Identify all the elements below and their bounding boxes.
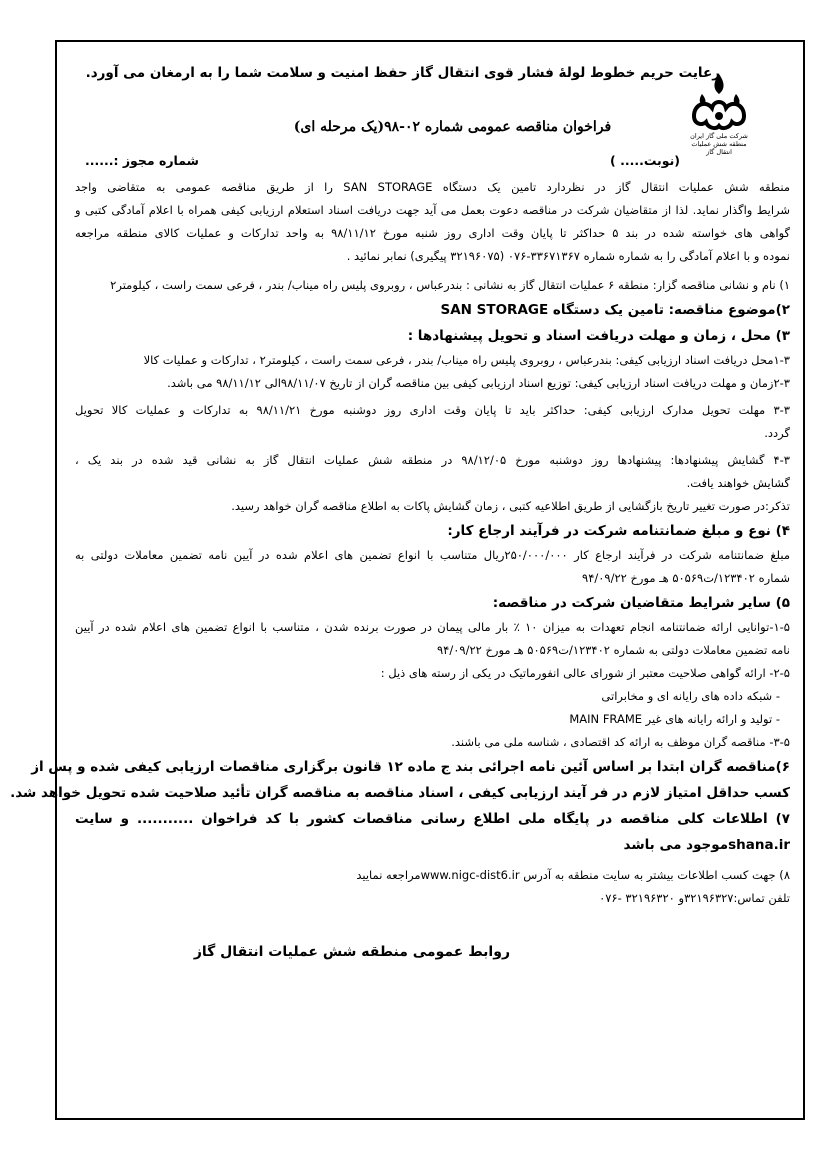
safety-slogan: رعایت حریم خطوط لولهٔ فشار قوی انتقال گاز حفظ امنیت و سلامت شما را به ارمغان می آورد. bbox=[85, 65, 720, 81]
section-3-3-cont: گردد. bbox=[764, 426, 790, 440]
section-3-4-cont: گشایش خواهند یافت. bbox=[686, 476, 790, 490]
section-5-1: ۱-۵-توانایی ارائه ضمانتنامه انجام تعهدات به میزان ۱۰ ٪ بار مالی پیمان در صورت برنده شدن ، متناسب با انواع تضمین های اعلام شده در آیین bbox=[75, 620, 790, 634]
intro-line: منطقه شش عملیات انتقال گاز در نظردارد تامین یک دستگاه SAN STORAGE را از طریق مناقصه عمومی به متقاضی واجد bbox=[75, 180, 790, 194]
logo-text-company: شرکت ملی گاز ایران bbox=[690, 132, 748, 140]
intro-line: گواهی های خواسته شده در بند ۵ حداکثر تا پایان وقت اداری روز شنبه مورخ ۹۸/۱۱/۱۲ به واحد تدارکات و عملیات کالای منطقه مراجعه bbox=[75, 226, 791, 240]
section-3-3: ۳-۳ مهلت تحویل مدارک ارزیابی کیفی: حداکثر باید تا پایان وقت اداری روز دوشنبه مورخ ۹۸/۱۱/۲۱ به تدارکات و عملیات کالا تحویل bbox=[75, 403, 790, 417]
section-4-heading: ۴) نوع و مبلغ ضمانتنامه شرکت در فرآیند ارجاع کار: bbox=[447, 523, 790, 539]
announcement-body bbox=[10, 58, 791, 960]
section-4-text-cont: شماره ۱۲۳۴۰۲/ت۵۰۵۶۹ هـ مورخ ۹۴/۰۹/۲۲ bbox=[582, 571, 790, 585]
logo-text-region: منطقه شش عملیات انتقال گاز bbox=[691, 140, 747, 156]
section-3-heading: ۳) محل ، زمان و مهلت دریافت اسناد و تحویل پیشنهادها : bbox=[407, 328, 790, 344]
section-5-3: ۳-۵- مناقصه گران موظف به ارائه کد اقتصادی ، شناسه ملی می باشند. bbox=[451, 735, 790, 749]
section-5-1-cont: نامه تضمین معاملات دولتی به شماره ۱۲۳۴۰۲/ت۵۰۵۶۹ هـ مورخ ۹۴/۰۹/۲۲ bbox=[437, 643, 790, 657]
section-6: ۶)مناقصه گران ابتدا بر اساس آئین نامه اجرائی بند ج ماده ۱۲ قانون برگزاری مناقصات ارزیابی کیفی شده و پس از bbox=[31, 759, 790, 775]
section-6-cont: کسب حداقل امتیاز لازم در فر آیند ارزیابی کیفی ، اسناد مناقصه به مناقصه گران تأئید صلاحیت شده تحویل خواهد شد. bbox=[10, 785, 790, 801]
turn-number: (نوبت..... ) bbox=[610, 153, 680, 168]
section-5-2: ۲-۵- ارائه گواهی صلاحیت معتبر از شورای عالی انفورماتیک در یکی از رسته های ذیل : bbox=[380, 666, 790, 680]
public-relations-signature: روابط عمومی منطقه شش عملیات انتقال گاز bbox=[193, 944, 510, 960]
section-4-text: مبلغ ضمانتنامه شرکت در فرآیند ارجاع کار ۲۵۰/۰۰۰/۰۰۰ریال متناسب با انواع تضمین های اعلام شده در آیین نامه تضمین معاملات دولتی به bbox=[75, 548, 790, 562]
section-3-note: تذکر:در صورت تغییر تاریخ بازگشایی از طریق اطلاعیه کتبی ، زمان گشایش پاکات به اطلاع مناقصه گران خواهد رسید. bbox=[231, 499, 790, 513]
permit-number: شماره مجوز :...... bbox=[85, 153, 199, 168]
section-3-2: ۲-۳زمان و مهلت دریافت اسناد ارزیابی کیفی: توزیع اسناد ارزیابی کیفی بین مناقصه گران از تاریخ ۹۸/۱۱/۰۷الی ۹۸/۱۱/۱۲ می باشد. bbox=[167, 376, 790, 390]
section-7-cont: shana.irموجود می باشد bbox=[623, 837, 790, 853]
section-8-website: ۸) جهت کسب اطلاعات بیشتر به سایت منطقه به آدرس www.nigc-dist6.irمراجعه نمایید bbox=[356, 868, 790, 882]
intro-line: شرایط واگذار نماید. لذا از متقاضیان شرکت در مناقصه دعوت بعمل می آید جهت دریافت اسناد استعلام ارزیابی کیفی همراه با اعلام آمادگی کتبی و bbox=[75, 203, 790, 217]
section-1-tender-issuer: ۱) نام و نشانی مناقصه گزار: منطقه ۶ عملیات انتقال گاز به نشانی : بندرعباس ، روبروی پلیس راه میناب/ بندر ، فرعی سمت راست ، کیلومتر۲ bbox=[110, 278, 790, 292]
section-5-2-item: - تولید و ارائه رایانه های غیر MAIN FRAME bbox=[569, 712, 780, 726]
section-3-1: ۱-۳محل دریافت اسناد ارزیابی کیفی: بندرعباس ، روبروی پلیس راه میناب/ بندر ، فرعی سمت راست ، کیلومتر۲ ، تدارکات و عملیات کالا bbox=[143, 353, 790, 367]
intro-line: نموده و با اعلام آمادگی را به شماره شماره ۳۳۶۷۱۳۶۷-۰۷۶ (۳۲۱۹۶۰۷۵ پیگیری) نمابر نمائید . bbox=[346, 249, 790, 263]
contact-phone: تلفن تماس:۳۲۱۹۶۳۲۷و ۳۲۱۹۶۳۲۰ -۰۷۶ bbox=[599, 891, 790, 905]
section-3-4: ۴-۳ گشایش پیشنهادها: پیشنهادها روز دوشنبه مورخ ۹۸/۱۲/۰۵ در منطقه شش عملیات انتقال گاز به نشانی قید شده در بند یک ، bbox=[75, 453, 790, 467]
section-2-subject: ۲)موضوع مناقصه: تامین یک دستگاه SAN STORAGE bbox=[440, 302, 790, 318]
call-title: فراخوان مناقصه عمومی شماره ۰۲-۹۸(یک مرحله ای) bbox=[293, 119, 612, 135]
section-7: ۷) اطلاعات کلی مناقصه در پایگاه ملی اطلاع رسانی مناقصات کشور با کد فراخوان ........... و سایت bbox=[75, 811, 790, 827]
section-5-2-item: - شبکه داده های رایانه ای و مخابراتی bbox=[601, 689, 780, 703]
section-5-heading: ۵) سایر شرایط متقاضیان شرکت در مناقصه: bbox=[492, 595, 790, 611]
